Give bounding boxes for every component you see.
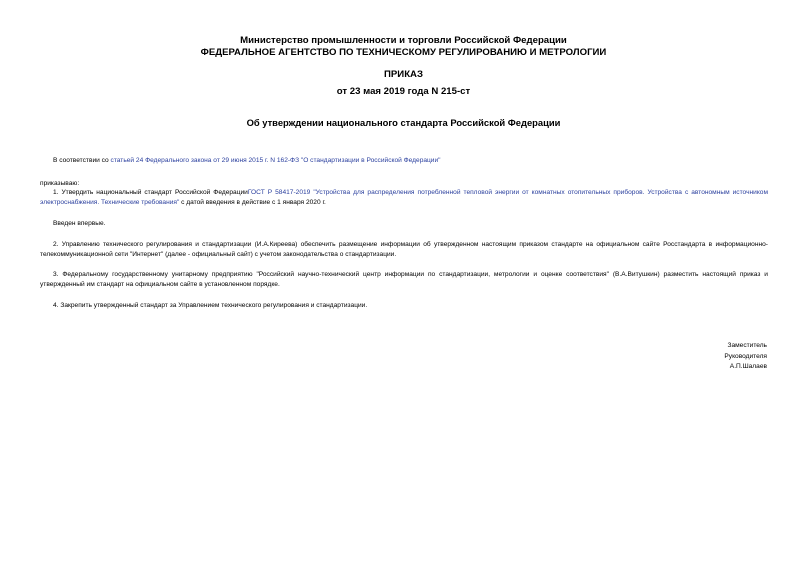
standard-link[interactable]: ГОСТ Р 58417-2019 "Устройства для распределения потребленной тепловой энергии от комнатных отопительных приборов. Устройства с автономным источником электроснабжения. Технические требования" [40, 189, 768, 206]
federal-law-link[interactable]: статьей 24 Федерального закона от 29 июня 2015 г. N 162-ФЗ "О стандартизации в Российской Федерации" [110, 157, 441, 164]
item-4-paragraph: 4. Закрепить утвержденный стандарт за Управлением технического регулирования и стандартизации. [53, 302, 368, 309]
intro-note: Введен впервые. [53, 220, 106, 227]
item-1-prefix: 1. Утвердить национальный стандарт Российской Федерации [53, 189, 248, 196]
document-title: Об утверждении национального стандарта Российской Федерации [246, 117, 561, 128]
item-1-paragraph [40, 188, 768, 207]
order-date-number: от 23 мая 2019 года N 215-ст [336, 86, 471, 97]
signature-name: А.П.Шалаев [729, 363, 767, 370]
document-type: ПРИКАЗ [384, 69, 423, 80]
item-1-suffix: с датой введения в действие с 1 января 2020 г. [179, 198, 326, 206]
signature-position-2: Руководителя [724, 353, 767, 360]
legal-basis-prefix: В соответствии со [53, 157, 111, 164]
item-2-paragraph: 2. Управлению технического регулирования и стандартизации (И.А.Киреева) обеспечить размещение информации об утвержденном настоящим приказом стандарте на официальном сайте Росстандарта в информационно-телекоммуникационной сети "Интернет" (далее - официальный сайт) с учетом законодательства о стандартизации. [40, 241, 768, 258]
ministry-name: Министерство промышленности и торговли Российской Федерации [240, 35, 567, 46]
order-word: приказываю: [40, 180, 80, 187]
agency-name: ФЕДЕРАЛЬНОЕ АГЕНТСТВО ПО ТЕХНИЧЕСКОМУ РЕГУЛИРОВАНИЮ И МЕТРОЛОГИИ [200, 47, 607, 58]
legal-basis-paragraph [53, 156, 441, 166]
item-3-paragraph: 3. Федеральному государственному унитарному предприятию "Российский научно-технический центр информации по стандартизации, метрологии и оценке соответствия" (В.А.Витушкин) разместить настоящий приказ и утвержденный им стандарт на официальном сайте в установленном порядке. [40, 271, 768, 288]
signature-position: Заместитель [727, 342, 767, 349]
